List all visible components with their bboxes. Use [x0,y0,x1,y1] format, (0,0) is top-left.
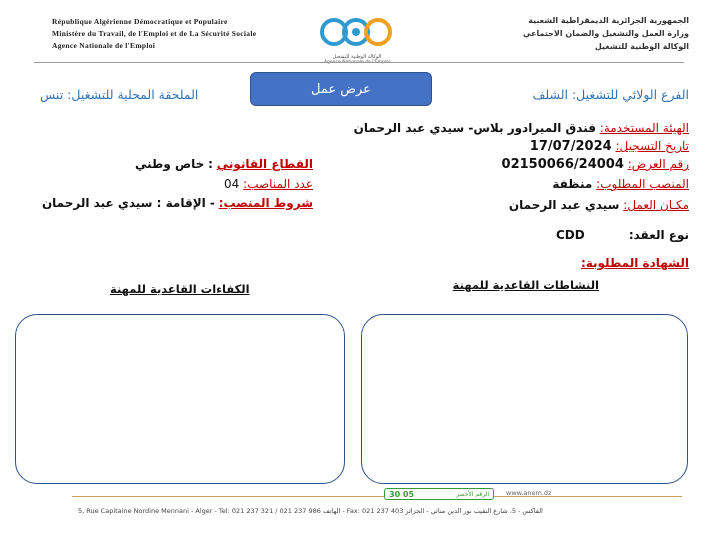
reg-date-value: 17/07/2024 [529,139,612,154]
sector-value: خاص وطني [134,157,205,171]
green-label: الرقم الأخضر [456,490,489,498]
offer-number-value: 02150066/24004 [501,157,624,172]
position-row [552,177,689,191]
logo-caption-ar: الوكالة الوطنية للتشغيل [332,54,382,60]
employer-value: فندق الميرادور بلاس- سيدي عبد الرحمان [353,121,596,135]
header-fr-line3: Agence Nationale de l'Emploi [52,41,156,50]
reg-date-row [530,139,689,154]
header-ar-line3: الوكالة الوطنية للتشغيل [594,42,689,51]
posts-label: عدد المناصب: [243,177,313,191]
sector-separator: : [208,157,213,171]
green-number-badge [384,488,494,500]
local-branch: الملحقة المحلية للتشغيل: تنس [40,87,199,102]
posts-value: 04 [224,177,240,191]
employer-row [354,121,689,135]
anem-logo [312,12,402,62]
header-ar-line1: الجمهورية الجزائرية الديمقراطية الشعبية [528,16,689,25]
header-ar-line2: وزارة العمل والتشغيل والضمان الاجتماعي [522,29,689,38]
employer-label: الهيئة المستخدمة: [599,121,689,135]
contract-label: نوع العقد: [628,228,689,242]
offer-number-row [502,157,689,172]
workplace-label: مكـان العمل: [623,198,689,212]
anem-logo-icon [312,12,402,50]
posts-row [224,177,313,191]
degree-label: الشهادة المطلوبة: [580,256,689,270]
offer-title-banner: عرض عمل [250,72,432,106]
skills-box [15,314,345,484]
header-fr-line2: Ministère du Travail, de l'Emploi et de La Sécurité Sociale [52,29,257,38]
conditions-label: شروط المنصب: [218,196,313,210]
workplace-value: سيدي عبد الرحمان [508,198,620,212]
contract-value: CDD [556,228,585,242]
header-divider [34,62,684,63]
offer-number-label: رقم العرض: [627,157,689,171]
activities-box [361,314,688,484]
position-label: المنصب المطلوب: [596,177,689,191]
conditions-row [42,196,313,210]
conditions-value: - الإقامة : سيدي عبد الرحمان [41,196,215,210]
sector-label: القطاع القانوني [216,157,313,171]
contract-value-wrap [556,228,585,242]
position-value: منظفة [552,177,593,191]
skills-title: الكفاءات القاعدية للمهنة [110,282,250,296]
footer-divider [72,496,682,497]
footer-address: 5, Rue Capitaine Nordine Mennani - Alger - Tel: 021 237 321 / 021 237 986 الهاتف - Fax: 021 237 403 الفاكس - 5، شارع النقيب نور الدين منائي - الجزائر [78,507,543,515]
footer-website: www.anem.dz [506,489,552,497]
activities-title: النشاطات القاعدية للمهنة [452,278,599,292]
green-number: 30 05 [389,489,415,499]
degree-row [581,256,689,270]
reg-date-label: تاريخ التسجيل: [615,139,689,153]
regional-branch: الفرع الولائي للتشغيل: الشلف [532,87,689,102]
contract-row [629,228,689,242]
workplace-row [509,198,689,212]
sector-row [135,157,313,171]
header-fr-line1: République Algérienne Démocratique et Populaire [52,17,228,26]
